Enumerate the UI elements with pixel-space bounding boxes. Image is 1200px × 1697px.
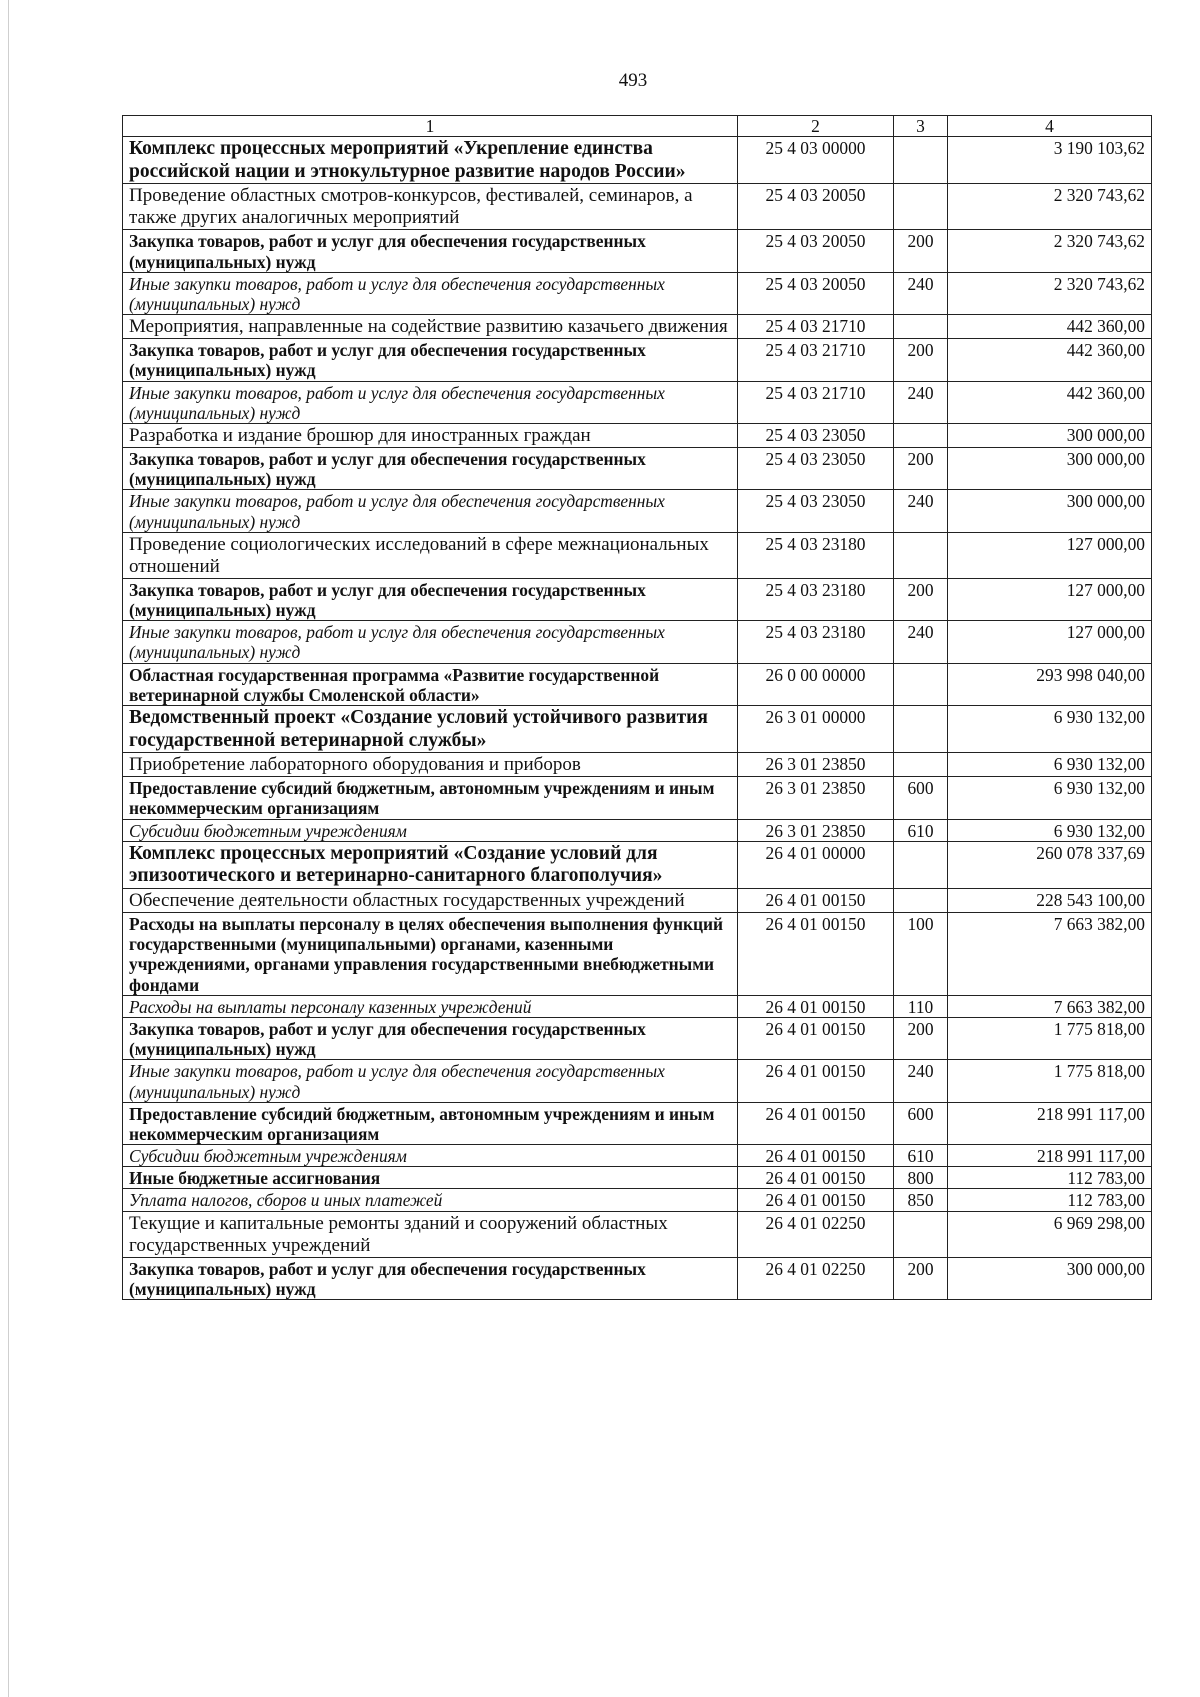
row-code-cell: 26 0 00 00000 <box>738 663 894 705</box>
table-row <box>123 1102 1152 1144</box>
row-name-cell: Обеспечение деятельности областных государственных учреждений <box>123 889 738 913</box>
row-kind-cell: 240 <box>894 381 948 423</box>
row-code-cell: 25 4 03 23050 <box>738 448 894 490</box>
row-code-cell: 26 4 01 00150 <box>738 1145 894 1167</box>
table-row <box>123 777 1152 819</box>
table-row <box>123 913 1152 996</box>
row-kind-cell: 240 <box>894 1060 948 1102</box>
row-kind-cell: 240 <box>894 490 948 532</box>
row-sum-cell: 7 663 382,00 <box>948 913 1152 996</box>
row-kind-cell <box>894 532 948 578</box>
row-name-cell: Закупка товаров, работ и услуг для обеспечения государственных (муниципальных) нужд <box>123 230 738 272</box>
row-kind-cell <box>894 889 948 913</box>
row-kind-cell <box>894 753 948 777</box>
row-name-cell: Комплекс процессных мероприятий «Укрепление единства российской нации и этнокультурное развитие народов России» <box>123 137 738 184</box>
row-name-cell: Иные закупки товаров, работ и услуг для обеспечения государственных (муниципальных) нужд <box>123 381 738 423</box>
row-name-cell: Закупка товаров, работ и услуг для обеспечения государственных (муниципальных) нужд <box>123 339 738 381</box>
row-kind-cell <box>894 705 948 752</box>
column-header-kind: 3 <box>894 116 948 137</box>
row-kind-cell: 240 <box>894 272 948 314</box>
table-row <box>123 1017 1152 1059</box>
table-row <box>123 889 1152 913</box>
page-number: 493 <box>618 70 648 91</box>
row-code-cell: 26 3 01 00000 <box>738 705 894 752</box>
row-name-cell: Комплекс процессных мероприятий «Создание условий для эпизоотического и ветеринарно-санитарного благополучия» <box>123 841 738 888</box>
row-name-cell: Уплата налогов, сборов и иных платежей <box>123 1189 738 1211</box>
row-kind-cell: 610 <box>894 1145 948 1167</box>
row-name-cell: Проведение областных смотров-конкурсов, фестивалей, семинаров, а также других аналогичных мероприятий <box>123 184 738 230</box>
table-row <box>123 490 1152 532</box>
row-kind-cell: 200 <box>894 448 948 490</box>
row-kind-cell: 200 <box>894 1017 948 1059</box>
row-name-cell: Иные закупки товаров, работ и услуг для обеспечения государственных (муниципальных) нужд <box>123 1060 738 1102</box>
row-sum-cell: 6 930 132,00 <box>948 753 1152 777</box>
table-row <box>123 995 1152 1017</box>
row-name-cell: Областная государственная программа «Развитие государственной ветеринарной службы Смоленской области» <box>123 663 738 705</box>
table-row <box>123 841 1152 888</box>
row-name-cell: Ведомственный проект «Создание условий устойчивого развития государственной ветеринарной службы» <box>123 705 738 752</box>
row-code-cell: 25 4 03 23180 <box>738 621 894 663</box>
row-code-cell: 25 4 03 21710 <box>738 315 894 339</box>
row-code-cell: 25 4 03 23050 <box>738 490 894 532</box>
row-kind-cell: 200 <box>894 578 948 620</box>
row-code-cell: 25 4 03 20050 <box>738 272 894 314</box>
row-sum-cell: 3 190 103,62 <box>948 137 1152 184</box>
row-name-cell: Иные закупки товаров, работ и услуг для обеспечения государственных (муниципальных) нужд <box>123 621 738 663</box>
table-row <box>123 532 1152 578</box>
row-sum-cell: 218 991 117,00 <box>948 1145 1152 1167</box>
table-row <box>123 1257 1152 1299</box>
row-name-cell: Расходы на выплаты персоналу казенных учреждений <box>123 995 738 1017</box>
table-row <box>123 137 1152 184</box>
table-header-row <box>123 116 1152 137</box>
row-sum-cell: 6 930 132,00 <box>948 705 1152 752</box>
row-kind-cell: 200 <box>894 230 948 272</box>
row-sum-cell: 442 360,00 <box>948 315 1152 339</box>
row-kind-cell: 850 <box>894 1189 948 1211</box>
row-sum-cell: 112 783,00 <box>948 1189 1152 1211</box>
row-name-cell: Закупка товаров, работ и услуг для обеспечения государственных (муниципальных) нужд <box>123 1017 738 1059</box>
row-kind-cell <box>894 424 948 448</box>
row-code-cell: 26 4 01 00150 <box>738 1017 894 1059</box>
budget-table <box>122 115 1152 1300</box>
row-name-cell: Субсидии бюджетным учреждениям <box>123 1145 738 1167</box>
row-kind-cell: 600 <box>894 1102 948 1144</box>
row-sum-cell: 127 000,00 <box>948 578 1152 620</box>
row-name-cell: Предоставление субсидий бюджетным, автономным учреждениям и иным некоммерческим организациям <box>123 777 738 819</box>
row-sum-cell: 127 000,00 <box>948 532 1152 578</box>
row-name-cell: Расходы на выплаты персоналу в целях обеспечения выполнения функций государственными (муниципальными) органами, казенными учреждениями, органами управления государственными внебюджетными фондами <box>123 913 738 996</box>
column-header-name: 1 <box>123 116 738 137</box>
table-row <box>123 272 1152 314</box>
table-row <box>123 230 1152 272</box>
row-code-cell: 26 4 01 02250 <box>738 1211 894 1257</box>
row-code-cell: 25 4 03 00000 <box>738 137 894 184</box>
table-row <box>123 663 1152 705</box>
row-code-cell: 26 4 01 00000 <box>738 841 894 888</box>
row-kind-cell: 600 <box>894 777 948 819</box>
table-row <box>123 621 1152 663</box>
row-kind-cell <box>894 184 948 230</box>
row-sum-cell: 6 969 298,00 <box>948 1211 1152 1257</box>
row-code-cell: 25 4 03 20050 <box>738 184 894 230</box>
row-kind-cell: 110 <box>894 995 948 1017</box>
row-kind-cell: 240 <box>894 621 948 663</box>
row-name-cell: Приобретение лабораторного оборудования и приборов <box>123 753 738 777</box>
row-name-cell: Субсидии бюджетным учреждениям <box>123 819 738 841</box>
table-row <box>123 578 1152 620</box>
row-sum-cell: 228 543 100,00 <box>948 889 1152 913</box>
row-name-cell: Иные бюджетные ассигнования <box>123 1167 738 1189</box>
row-sum-cell: 6 930 132,00 <box>948 819 1152 841</box>
row-sum-cell: 2 320 743,62 <box>948 184 1152 230</box>
row-sum-cell: 293 998 040,00 <box>948 663 1152 705</box>
table-row <box>123 448 1152 490</box>
table-row <box>123 1189 1152 1211</box>
table-row <box>123 315 1152 339</box>
column-header-sum: 4 <box>948 116 1152 137</box>
row-code-cell: 26 4 01 00150 <box>738 1189 894 1211</box>
row-kind-cell: 200 <box>894 339 948 381</box>
row-code-cell: 26 4 01 00150 <box>738 1167 894 1189</box>
row-name-cell: Иные закупки товаров, работ и услуг для обеспечения государственных (муниципальных) нужд <box>123 272 738 314</box>
row-code-cell: 26 4 01 00150 <box>738 995 894 1017</box>
row-sum-cell: 300 000,00 <box>948 424 1152 448</box>
row-sum-cell: 300 000,00 <box>948 490 1152 532</box>
row-sum-cell: 300 000,00 <box>948 1257 1152 1299</box>
row-code-cell: 25 4 03 20050 <box>738 230 894 272</box>
row-name-cell: Разработка и издание брошюр для иностранных граждан <box>123 424 738 448</box>
table-row <box>123 1145 1152 1167</box>
row-name-cell: Закупка товаров, работ и услуг для обеспечения государственных (муниципальных) нужд <box>123 448 738 490</box>
row-name-cell: Иные закупки товаров, работ и услуг для обеспечения государственных (муниципальных) нужд <box>123 490 738 532</box>
row-code-cell: 26 4 01 02250 <box>738 1257 894 1299</box>
row-sum-cell: 7 663 382,00 <box>948 995 1152 1017</box>
row-sum-cell: 2 320 743,62 <box>948 272 1152 314</box>
row-code-cell: 26 3 01 23850 <box>738 777 894 819</box>
row-kind-cell: 800 <box>894 1167 948 1189</box>
row-sum-cell: 300 000,00 <box>948 448 1152 490</box>
row-kind-cell <box>894 841 948 888</box>
row-sum-cell: 127 000,00 <box>948 621 1152 663</box>
row-sum-cell: 1 775 818,00 <box>948 1060 1152 1102</box>
row-name-cell: Закупка товаров, работ и услуг для обеспечения государственных (муниципальных) нужд <box>123 1257 738 1299</box>
row-code-cell: 26 4 01 00150 <box>738 1102 894 1144</box>
budget-table-body <box>123 116 1152 1300</box>
row-sum-cell: 260 078 337,69 <box>948 841 1152 888</box>
table-row <box>123 184 1152 230</box>
row-kind-cell: 610 <box>894 819 948 841</box>
row-sum-cell: 2 320 743,62 <box>948 230 1152 272</box>
scan-edge-line <box>8 0 9 1697</box>
row-kind-cell <box>894 663 948 705</box>
row-code-cell: 25 4 03 21710 <box>738 339 894 381</box>
column-header-code: 2 <box>738 116 894 137</box>
table-row <box>123 1167 1152 1189</box>
row-code-cell: 26 4 01 00150 <box>738 913 894 996</box>
row-code-cell: 25 4 03 23050 <box>738 424 894 448</box>
row-code-cell: 25 4 03 21710 <box>738 381 894 423</box>
table-row <box>123 1211 1152 1257</box>
row-sum-cell: 1 775 818,00 <box>948 1017 1152 1059</box>
row-name-cell: Закупка товаров, работ и услуг для обеспечения государственных (муниципальных) нужд <box>123 578 738 620</box>
table-row <box>123 339 1152 381</box>
row-code-cell: 26 4 01 00150 <box>738 889 894 913</box>
row-name-cell: Текущие и капитальные ремонты зданий и сооружений областных государственных учреждений <box>123 1211 738 1257</box>
row-kind-cell <box>894 137 948 184</box>
table-row <box>123 819 1152 841</box>
row-sum-cell: 112 783,00 <box>948 1167 1152 1189</box>
row-code-cell: 25 4 03 23180 <box>738 532 894 578</box>
table-row <box>123 1060 1152 1102</box>
row-sum-cell: 442 360,00 <box>948 339 1152 381</box>
table-row <box>123 753 1152 777</box>
row-kind-cell <box>894 1211 948 1257</box>
row-name-cell: Мероприятия, направленные на содействие развитию казачьего движения <box>123 315 738 339</box>
row-code-cell: 26 4 01 00150 <box>738 1060 894 1102</box>
row-kind-cell <box>894 315 948 339</box>
row-sum-cell: 6 930 132,00 <box>948 777 1152 819</box>
row-code-cell: 25 4 03 23180 <box>738 578 894 620</box>
table-row <box>123 381 1152 423</box>
row-kind-cell: 200 <box>894 1257 948 1299</box>
table-row <box>123 424 1152 448</box>
row-name-cell: Предоставление субсидий бюджетным, автономным учреждениям и иным некоммерческим организациям <box>123 1102 738 1144</box>
row-sum-cell: 218 991 117,00 <box>948 1102 1152 1144</box>
row-kind-cell: 100 <box>894 913 948 996</box>
row-code-cell: 26 3 01 23850 <box>738 753 894 777</box>
table-row <box>123 705 1152 752</box>
row-name-cell: Проведение социологических исследований в сфере межнациональных отношений <box>123 532 738 578</box>
row-code-cell: 26 3 01 23850 <box>738 819 894 841</box>
row-sum-cell: 442 360,00 <box>948 381 1152 423</box>
